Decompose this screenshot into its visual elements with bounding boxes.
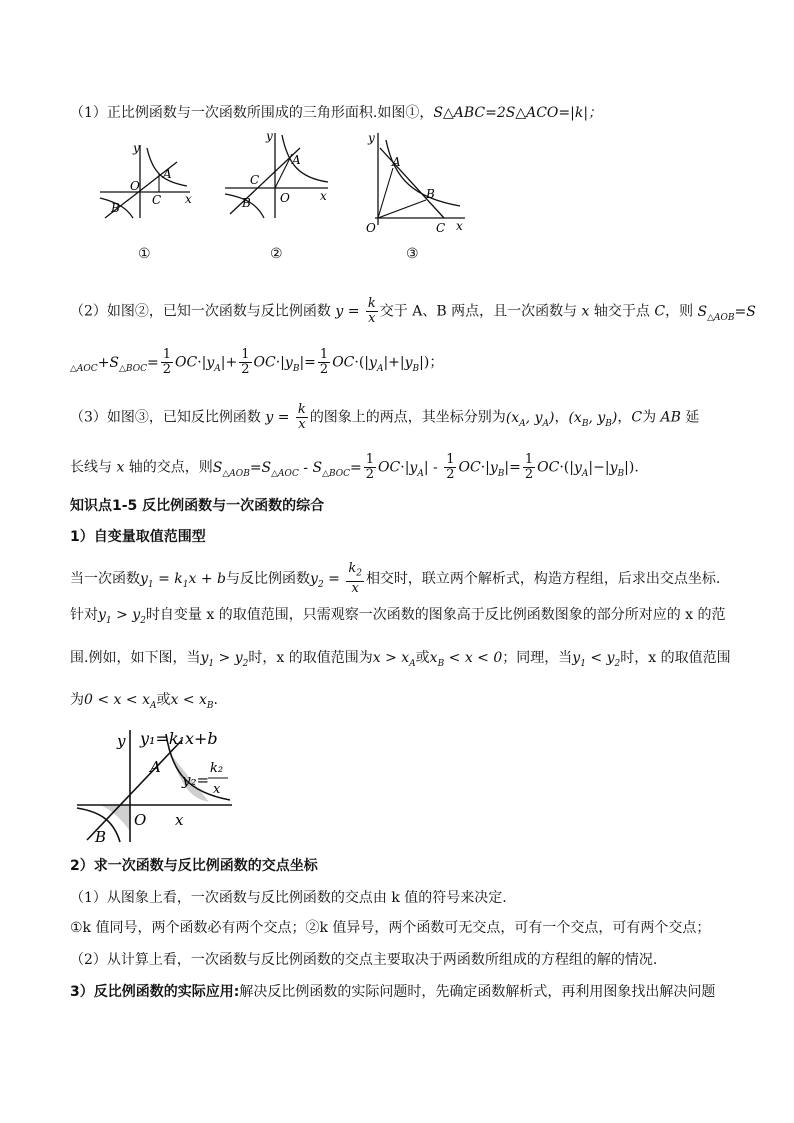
fig1-label-x: x xyxy=(185,192,192,206)
fig2-label-x: x xyxy=(320,189,327,203)
example-label-k2: k₂ xyxy=(210,761,224,776)
fig3-ray-oa xyxy=(378,168,393,218)
fig3-label-y: y xyxy=(368,131,375,145)
fig3-label-a: A xyxy=(392,155,401,169)
figure-3 xyxy=(360,130,470,235)
fig1-label-c: C xyxy=(152,193,162,207)
fig3-hyperbola xyxy=(386,140,460,206)
sub1-para-3: 围.例如，如下图，当$y_1 > y_2$时，x 的取值范围为$x > x_A$或$x_B < x < 0$；同理，当$y_1 < y_2$时，x 的取值范围 xyxy=(70,650,731,669)
fig1-label-b: B xyxy=(111,201,120,215)
fig1-label-y: y xyxy=(133,141,140,155)
fig2-ray-oa xyxy=(275,154,292,188)
fig3-ray-ob xyxy=(378,200,426,218)
fig2-label-b: B xyxy=(242,196,251,210)
heading-1-5: 知识点1-5 反比例函数与一次函数的综合 xyxy=(70,498,325,514)
para-2-line-2: $_{\triangle AOC}+S_{\triangle BOC}=$ $\frac{1}{2}$ $OC\cdot|y_A|+$ $\frac{1}{2}$ $OC\cdot|y_B|=$ $\frac{1}{2}$ $OC\cdot(|y_A|+|y_B|)$； xyxy=(70,347,444,377)
para-3-line-1: （3）如图③，已知反比例函数 y = $\frac{k}{x}$ 的图象上的两点，其坐标分别为($x_A$, $y_A$)，($x_B$, $y_B$)，C为 AB 延 xyxy=(70,402,700,432)
figure-2 xyxy=(220,130,335,220)
sub1-para-2: 针对$y_1 > y_2$时自变量 x 的取值范围，只需观察一次函数的图象高于反比例函数图象的部分所对应的 x 的范 xyxy=(70,607,726,626)
fig2-label-c: C xyxy=(250,173,260,187)
sub3-title: 3）反比例函数的实际应用: xyxy=(70,984,240,1000)
example-label-b: B xyxy=(95,828,107,846)
example-label-y1: y₁=k₁x+b xyxy=(140,729,218,748)
fig3-label-b: B xyxy=(426,187,435,201)
fig2-label-y: y xyxy=(266,129,273,143)
fig3-label-x: x xyxy=(456,219,463,233)
sub1-title: 1）自变量取值范围型 xyxy=(70,529,206,545)
para-2-line-1: （2）如图②，已知一次函数与反比例函数 y = $\frac{k}{x}$ 交于 A、B 两点，且一次函数与 x 轴交于点 C，则 $S_{\triangle AOB}=S$ xyxy=(70,296,756,326)
fig3-line xyxy=(380,148,444,218)
fig1-label-a: A xyxy=(163,167,172,181)
example-label-o: O xyxy=(134,811,147,829)
sub2-title: 2）求一次函数与反比例函数的交点坐标 xyxy=(70,858,318,874)
fig1-label-o: O xyxy=(130,179,140,193)
figure-1 xyxy=(95,140,195,220)
example-label-y2: y₂= xyxy=(182,771,210,789)
sub3-text: 解决反比例函数的实际问题时，先确定函数解析式，再利用图象找出解决问题 xyxy=(239,984,716,1000)
example-label-x-denom: x xyxy=(213,782,221,797)
example-label-y: y xyxy=(117,732,126,750)
example-label-x: x xyxy=(175,811,184,829)
example-graph xyxy=(72,722,237,847)
sub3-line xyxy=(70,982,715,1002)
para-3-line-2: 长线与 x 轴的交点，则$S_{\triangle AOB}=S_{\triangle AOC} - S_{\triangle BOC}=$ $\frac{1}{2}$ $OC\cdot|y_A|$ - $\frac{1}{2}$ $OC\cdot|y_B|=$ $\frac{1}{2}$ $OC\cdot(|y_A|-|y_B|)$. xyxy=(70,452,639,482)
caption-3: ③ xyxy=(406,246,419,262)
sub1-para-1: 当一次函数$y_1 = k_1x + b$与反比例函数$y_2$ = $\frac{k_2}{x}$ 相交时，联立两个解析式，构造方程组，后求出交点坐标. xyxy=(70,561,721,596)
fig3-label-c: C xyxy=(436,221,446,235)
fig3-label-o: O xyxy=(366,221,376,235)
sub2-para-1: （1）从图象上看，一次函数与反比例函数的交点由 k 值的符号来决定. xyxy=(70,890,507,906)
sub2-para-2: ①k 值同号，两个函数必有两个交点；②k 值异号，两个函数可无交点，可有一个交点，可有两个交点； xyxy=(70,920,711,936)
sub2-para-3: （2）从计算上看，一次函数与反比例函数的交点主要取决于两函数所组成的方程组的解的情况. xyxy=(70,952,658,968)
fig2-label-a: A xyxy=(292,153,301,167)
sub1-para-4: 为$0 < x < x_A$或$x < x_B$. xyxy=(70,692,218,711)
caption-1: ① xyxy=(138,246,151,262)
para-1: （1）正比例函数与一次函数所围成的三角形面积.如图①，S△ABC=2S△ACO=|k|； xyxy=(70,105,603,121)
example-label-a: A xyxy=(150,758,161,776)
caption-2: ② xyxy=(270,246,283,262)
fig2-label-o: O xyxy=(280,191,290,205)
